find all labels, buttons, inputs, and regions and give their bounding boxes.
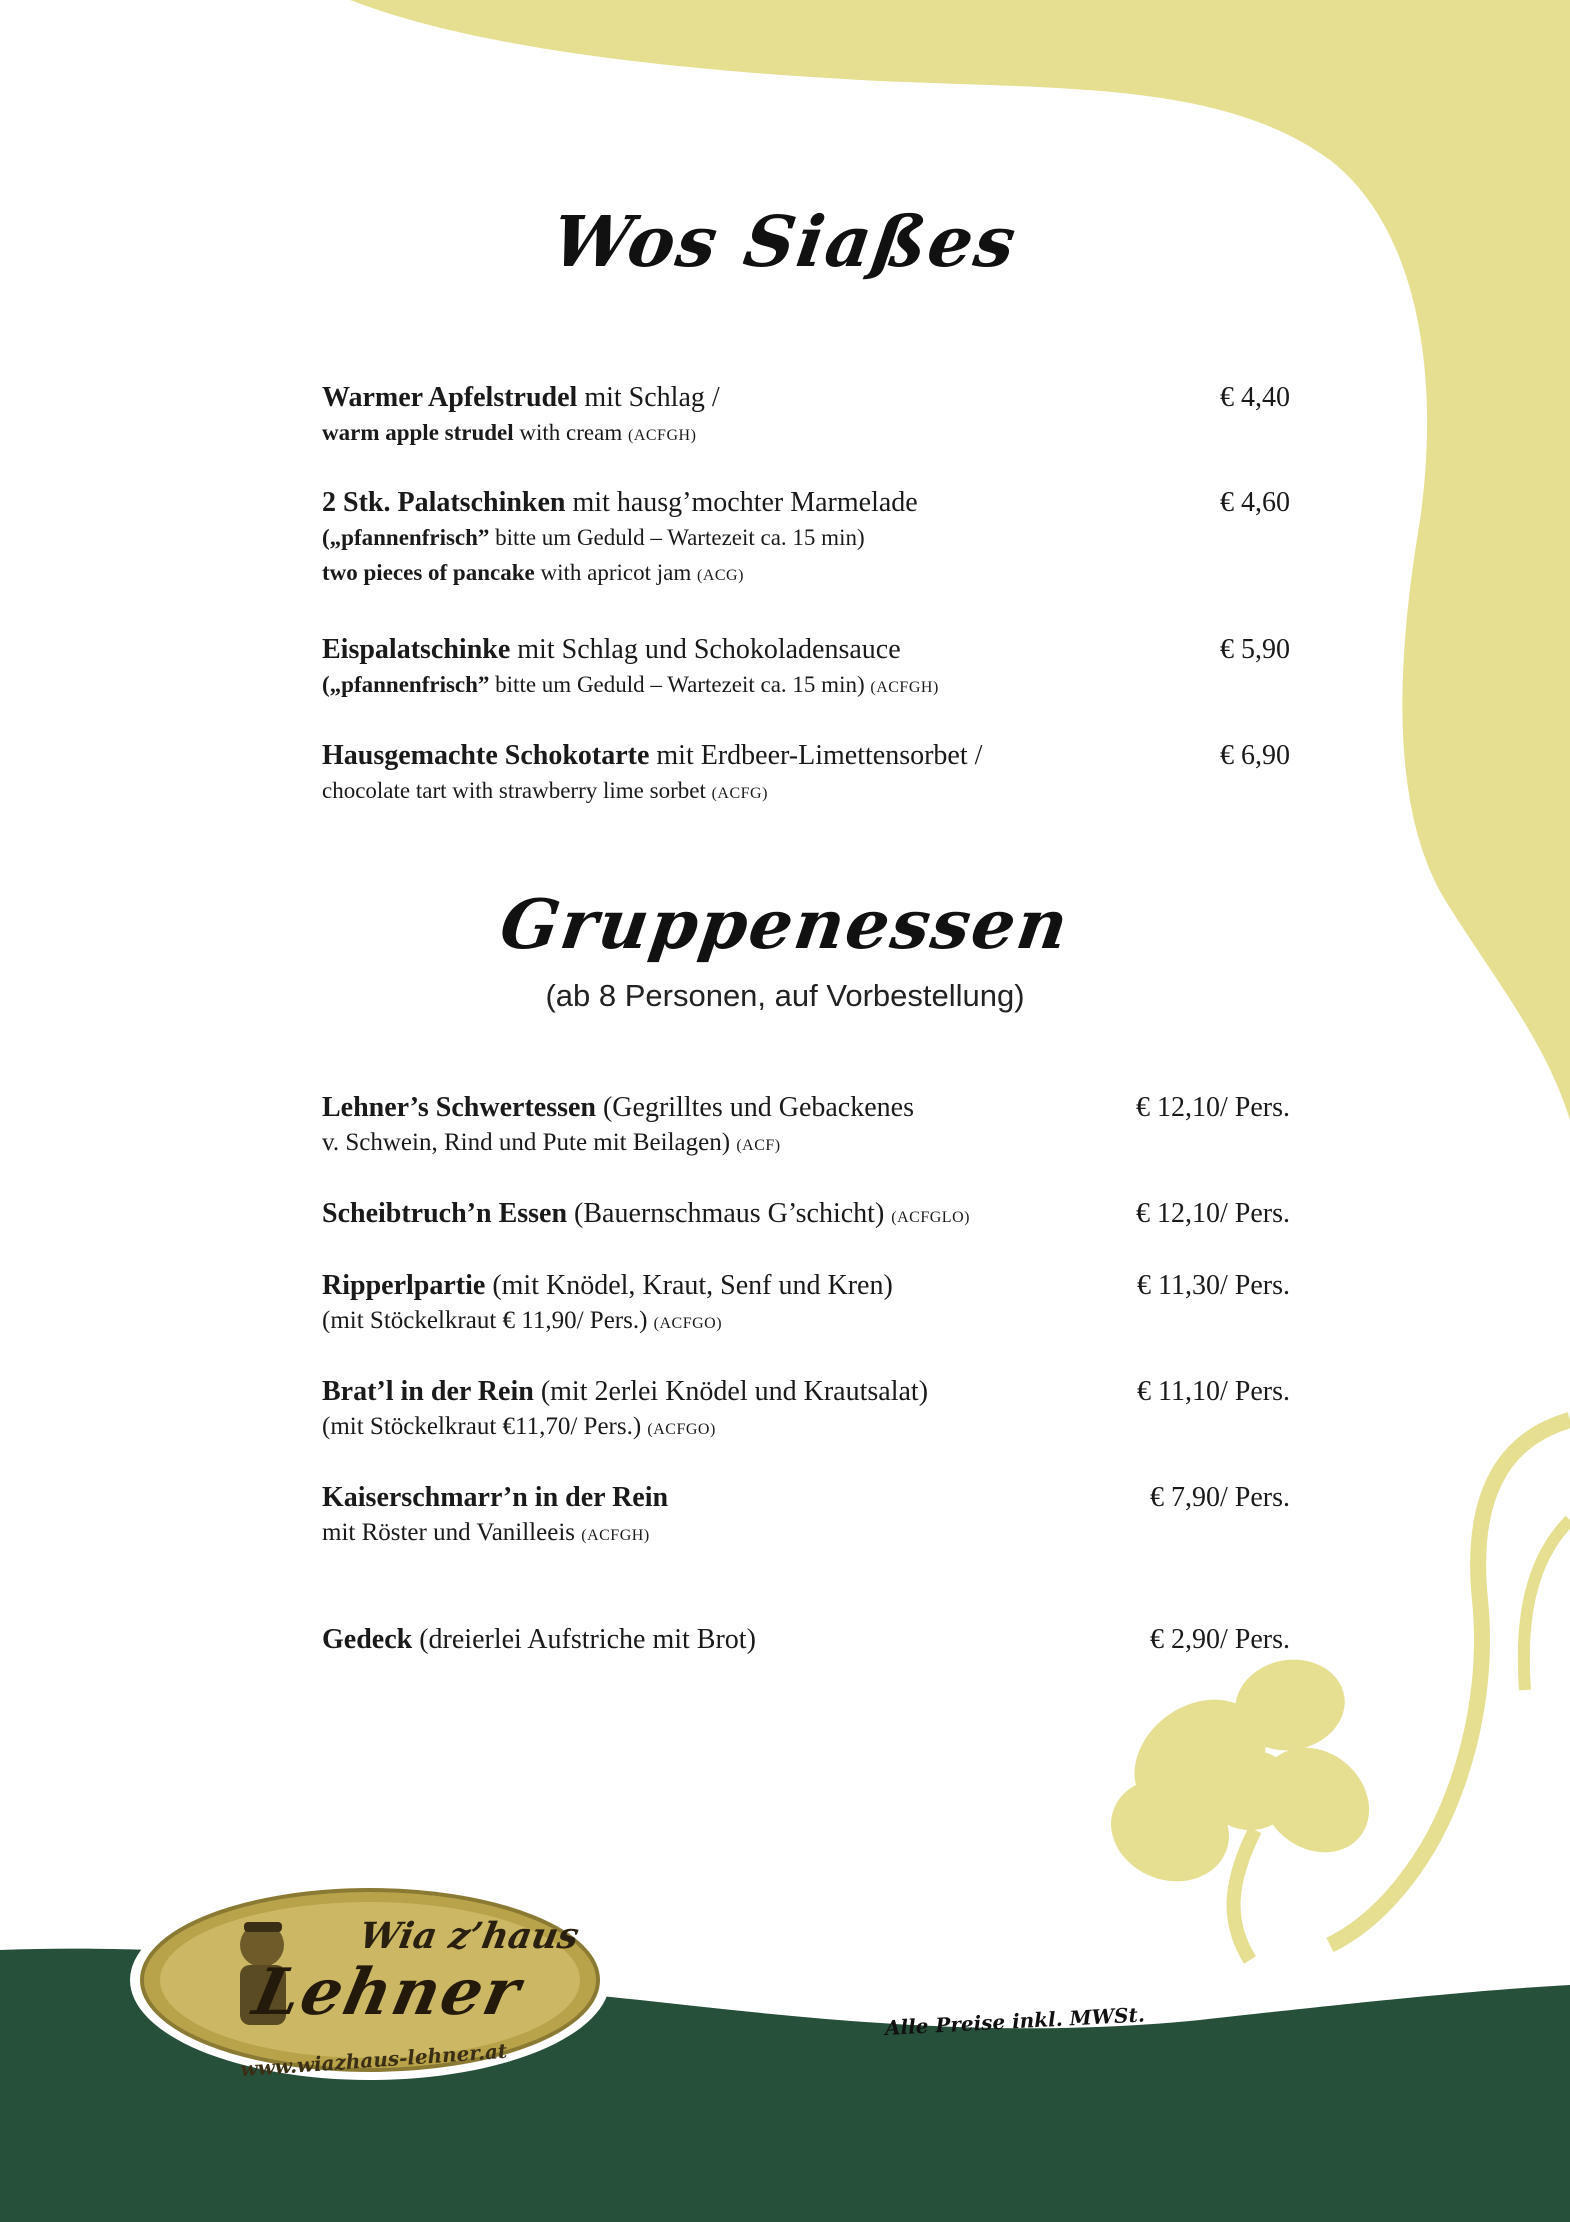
item-desc: mit hausg’mochter Marmelade	[565, 487, 918, 518]
allergen-codes: (ACFGO)	[647, 1421, 716, 1438]
item-price: € 4,60	[1220, 487, 1290, 518]
section-title-group: Gruppenessen	[495, 885, 1075, 965]
item-desc: mit Schlag und Schokoladensauce	[510, 634, 901, 665]
item-price: € 5,90	[1220, 634, 1290, 665]
menu-item	[322, 1622, 1290, 1657]
item-price: € 4,40	[1220, 382, 1290, 413]
item-price: € 12,10/ Pers.	[1136, 1092, 1290, 1123]
item-name: Warmer Apfelstrudel	[322, 382, 578, 413]
item-desc: (Gegrilltes und Gebackenes	[595, 1092, 914, 1123]
allergen-codes: (ACF)	[736, 1137, 781, 1154]
item-price: € 2,90/ Pers.	[1150, 1624, 1290, 1655]
item-desc: (dreierlei Aufstriche mit Brot)	[412, 1624, 756, 1655]
item-desc: (mit 2erlei Knödel und Krautsalat)	[533, 1376, 929, 1407]
section-title-sweets: Wos Siaßes	[547, 200, 1023, 283]
note-open: („	[322, 672, 342, 697]
allergen-codes: (ACFGLO)	[891, 1209, 970, 1226]
yellow-curl-inner	[1524, 1520, 1570, 1690]
item-name: Scheibtruch’n Essen	[322, 1198, 568, 1229]
item-price: € 6,90	[1220, 740, 1290, 771]
note-bold: pfannenfrisch”	[341, 525, 490, 550]
item-desc: mit Erdbeer-Limettensorbet /	[649, 740, 983, 771]
item-price: € 7,90/ Pers.	[1150, 1482, 1290, 1513]
allergen-codes: (ACFG)	[711, 785, 768, 802]
item-name: Gedeck	[322, 1624, 413, 1655]
item-desc-2: (mit Stöckelkraut €11,70/ Pers.)	[322, 1413, 648, 1440]
note-rest: bitte um Geduld – Wartezeit ca. 15 min)	[489, 525, 865, 550]
item-name: Ripperlpartie	[322, 1270, 486, 1301]
item-desc-en: with apricot jam	[534, 560, 697, 585]
item-name: Kaiserschmarr’n in der Rein	[322, 1482, 669, 1513]
menu-item	[322, 1090, 1290, 1163]
item-name-en: warm apple strudel	[322, 420, 514, 445]
price-note: Alle Preise inkl. MWSt.	[884, 2002, 1146, 2040]
menu-item	[322, 738, 1290, 811]
logo-name: Lehner	[247, 1955, 529, 2030]
item-name-en: two pieces of pancake	[322, 560, 535, 585]
item-price: € 11,30/ Pers.	[1137, 1270, 1290, 1301]
item-desc: mit Schlag /	[577, 382, 720, 413]
item-name: Lehner’s Schwertessen	[322, 1092, 596, 1123]
menu-item	[322, 485, 1290, 593]
note-rest: bitte um Geduld – Wartezeit ca. 15 min)	[489, 672, 871, 697]
item-desc: (Bauernschmaus G’schicht)	[567, 1198, 892, 1229]
allergen-codes: (ACFGH)	[870, 679, 939, 696]
menu-item	[322, 1480, 1290, 1553]
yellow-curl	[1330, 1420, 1570, 1945]
item-desc-2: mit Röster und Vanilleeis	[322, 1519, 582, 1546]
allergen-codes: (ACFGH)	[581, 1527, 650, 1544]
item-name: Brat’l in der Rein	[322, 1376, 534, 1407]
item-price: € 11,10/ Pers.	[1137, 1376, 1290, 1407]
logo-line1: Wia z’haus	[356, 1915, 582, 1957]
allergen-codes: (ACFGO)	[653, 1315, 723, 1332]
clover-stem	[1234, 1830, 1255, 1960]
menu-item	[322, 1374, 1290, 1447]
item-name: 2 Stk. Palatschinken	[322, 487, 566, 518]
menu-item	[322, 632, 1290, 705]
item-name: Hausgemachte Schokotarte	[322, 740, 650, 771]
note-bold: pfannenfrisch”	[341, 672, 490, 697]
note-open: („	[322, 525, 342, 550]
item-desc-2: v. Schwein, Rind und Pute mit Beilagen)	[322, 1129, 737, 1156]
section-subtitle-group: (ab 8 Personen, auf Vorbestellung)	[545, 978, 1025, 1013]
item-desc-en: with cream	[513, 420, 628, 445]
menu-item	[322, 380, 1290, 453]
item-desc-2: (mit Stöckelkraut € 11,90/ Pers.)	[322, 1307, 654, 1334]
logo-url: www.wiazhaus-lehner.at	[239, 2038, 508, 2082]
item-name: Eispalatschinke	[322, 634, 511, 665]
menu-item	[322, 1268, 1290, 1341]
item-desc: (mit Knödel, Kraut, Senf und Kren)	[485, 1270, 893, 1301]
allergen-codes: (ACFGH)	[628, 427, 697, 444]
menu-item	[322, 1196, 1290, 1235]
item-price: € 12,10/ Pers.	[1136, 1198, 1290, 1229]
allergen-codes: (ACG)	[696, 567, 744, 584]
item-desc-en: chocolate tart with strawberry lime sorbet	[322, 778, 712, 803]
